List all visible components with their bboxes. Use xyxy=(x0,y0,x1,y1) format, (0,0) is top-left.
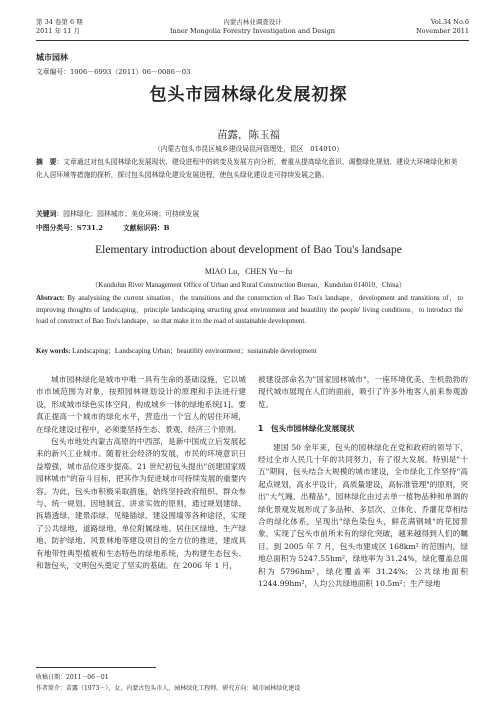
keywords-label: 关键词 xyxy=(36,210,57,218)
volume-issue: 第 34 卷第 6 期 xyxy=(36,18,83,26)
body-column-right xyxy=(258,374,468,591)
section-heading: 1 包头市园林绿化发展现状 xyxy=(258,424,355,434)
english-title: Elementary introduction about development of Bao Tou's landsape xyxy=(95,244,402,256)
english-abstract-text: By analysising the current situation，the transitions and the construction of Bao Tou's landsape，development and transitions of，to improving thoughts of landscaping，principle landscaping structing great environment and beautility the people' living conditions，to introduct the load of construct of Bao Tou's landsape，so that make it to the road of sustainable development. xyxy=(36,294,463,325)
english-authors: MIAO Lu，CHEN Yu－fu xyxy=(204,267,293,276)
body-paragraph: 城市园林绿化是城市中唯一具有生命的基础设施，它以城市市域范围为对象，按照园林规划设计的原理和手法进行建设，形成城市绿色实体空间，构成城乡一体的绿地系统[1]。要真正提高一个城市的绿化水平，营造出一个宜人的居住环境，在绿化建设过程中，必须要坚持生态、景观、经济三个原则。 xyxy=(36,375,246,434)
running-header xyxy=(36,18,469,40)
english-affiliation: （Kundulun River Management Office of Urban and Rural Construction Bureau，Kundulun 014010，China） xyxy=(91,281,406,289)
volume-issue-en: Vol.34 No.6 xyxy=(430,18,469,26)
body-paragraph: 包头市地处内蒙古高原的中西部，是新中国成立后发展起来的新兴工业城市。随着社会经济的发展，市民的环境意识日益增强，城市品位逐步提高。21 世纪初包头提出"创建国家级园林城市"的奋斗目标，把其作为促进城市可持续发展的重要内容。为此，包头市积极采取措施，始终坚持政府组织、群众参与、统一规划、因地制宜、讲求实效的原则，通过规划建绿、拆墙透绿、建景添绿、见缝插绿、建设围墙等各种途径，实现了公共绿地、道路绿地、单位附属绿地、居住区绿地、生产绿地、防护绿地、风景林地等建设项目的全方位的推进，建成具有地带性典型植被和生态特色的绿地系统，为构建生态包头、和谐包头，文明包头奠定了坚实的基础。在 2006 年 1 月， xyxy=(36,437,246,571)
journal-name xyxy=(36,18,469,36)
document-code: 文献标识码：B xyxy=(122,224,170,232)
journal-name-cn: 内蒙古林业调查设计 xyxy=(223,18,282,26)
english-keywords-label: Key words: xyxy=(36,347,71,355)
author-bio: 作者简介：苗露（1973－），女，内蒙古包头市人，园林绿化工程师。研究方向：城市园林绿化建设 xyxy=(36,685,301,692)
keywords-cn xyxy=(36,208,463,218)
article-number: 文章编号：1006－6993（2011）06－0086－03 xyxy=(36,68,191,76)
column-tag: 城市园林 xyxy=(36,53,68,62)
issue-date-en: November 2011 xyxy=(415,27,469,35)
abstract-cn xyxy=(36,156,463,182)
english-abstract xyxy=(36,293,463,328)
paper-title: 包头市园林绿化发展初探 xyxy=(149,85,348,105)
body-paragraph: 被建设部命名为"国家园林城市"，一座环境优美、生机勃勃的现代城市展现在人们的面前，吸引了许多外地客人前来参观游览。 xyxy=(258,375,468,409)
clc-number: 中图分类号：S731.2 xyxy=(36,224,103,232)
abstract-text: ：文章通过对包头园林绿化发展现状、建设进程中的转变及发展方向分析，着重从提高绿化意识、调整绿化规划、建设大环境绿化和美化人居环境等措施的探析，探讨包头园林绿化建设发展进程，使包头绿化建设走可持续发展之路。 xyxy=(36,158,458,179)
journal-name-en: Inner Mongolia Forestry Investigation and Design xyxy=(169,27,335,35)
classification-line xyxy=(36,222,170,232)
keywords-text: ：园林绿化；园林城市；美化环境；可持续发展 xyxy=(56,210,200,218)
footnote-divider xyxy=(36,667,156,668)
english-keywords xyxy=(36,346,463,356)
header-divider xyxy=(36,40,469,41)
english-abstract-label: Abstract: xyxy=(36,294,65,302)
english-keywords-text: Landscaping；Landscaping Urban；beautility environment；sustainable development xyxy=(70,347,317,355)
paper-authors: 苗露，陈玉福 xyxy=(217,129,280,141)
body-column-left xyxy=(36,374,246,573)
issue-date: 2011 年 11 月 xyxy=(36,27,81,35)
issue-info-en xyxy=(416,18,469,36)
paper-affiliation: （内蒙古包头市昆区城乡建设局昆河管理处，昆区 014010） xyxy=(153,145,344,153)
received-date: 收稿日期：2011－06－01 xyxy=(36,674,109,681)
body-paragraph: 建国 50 余年来，包头的园林绿化在党和政府的领导下，经过全市人民几十年的共同努力，有了很大发展。特别是"十五"期间，包头结合大规模的城市建设，全市绿化工作坚持"高起点规划，高水平设计，高质量建设，高标准管理"的原则，突出"大气魄、出精品"，园林绿化由过去单一植物品种和单调的绿化景观发展形成了多品种、多层次、立体化、乔灌花草相结合的绿化体系，呈现出"绿色染包头，鲜花满钢城"的花园景象，实现了包头市前所未有的绿化突破，越来越得到人们的瞩目。到 2005 年 7 月，包头市建成区 168km² 的范围内，绿地总面积为 5247.55hm²，绿地率为 31.24%，绿化覆盖总面积为 5796hm²，绿化覆盖率 31.24%；公共绿地面积 1244.99hm²，人均公共绿地面积 10.5m²；生产绿地 xyxy=(258,442,468,589)
abstract-label: 摘 要 xyxy=(36,158,57,166)
